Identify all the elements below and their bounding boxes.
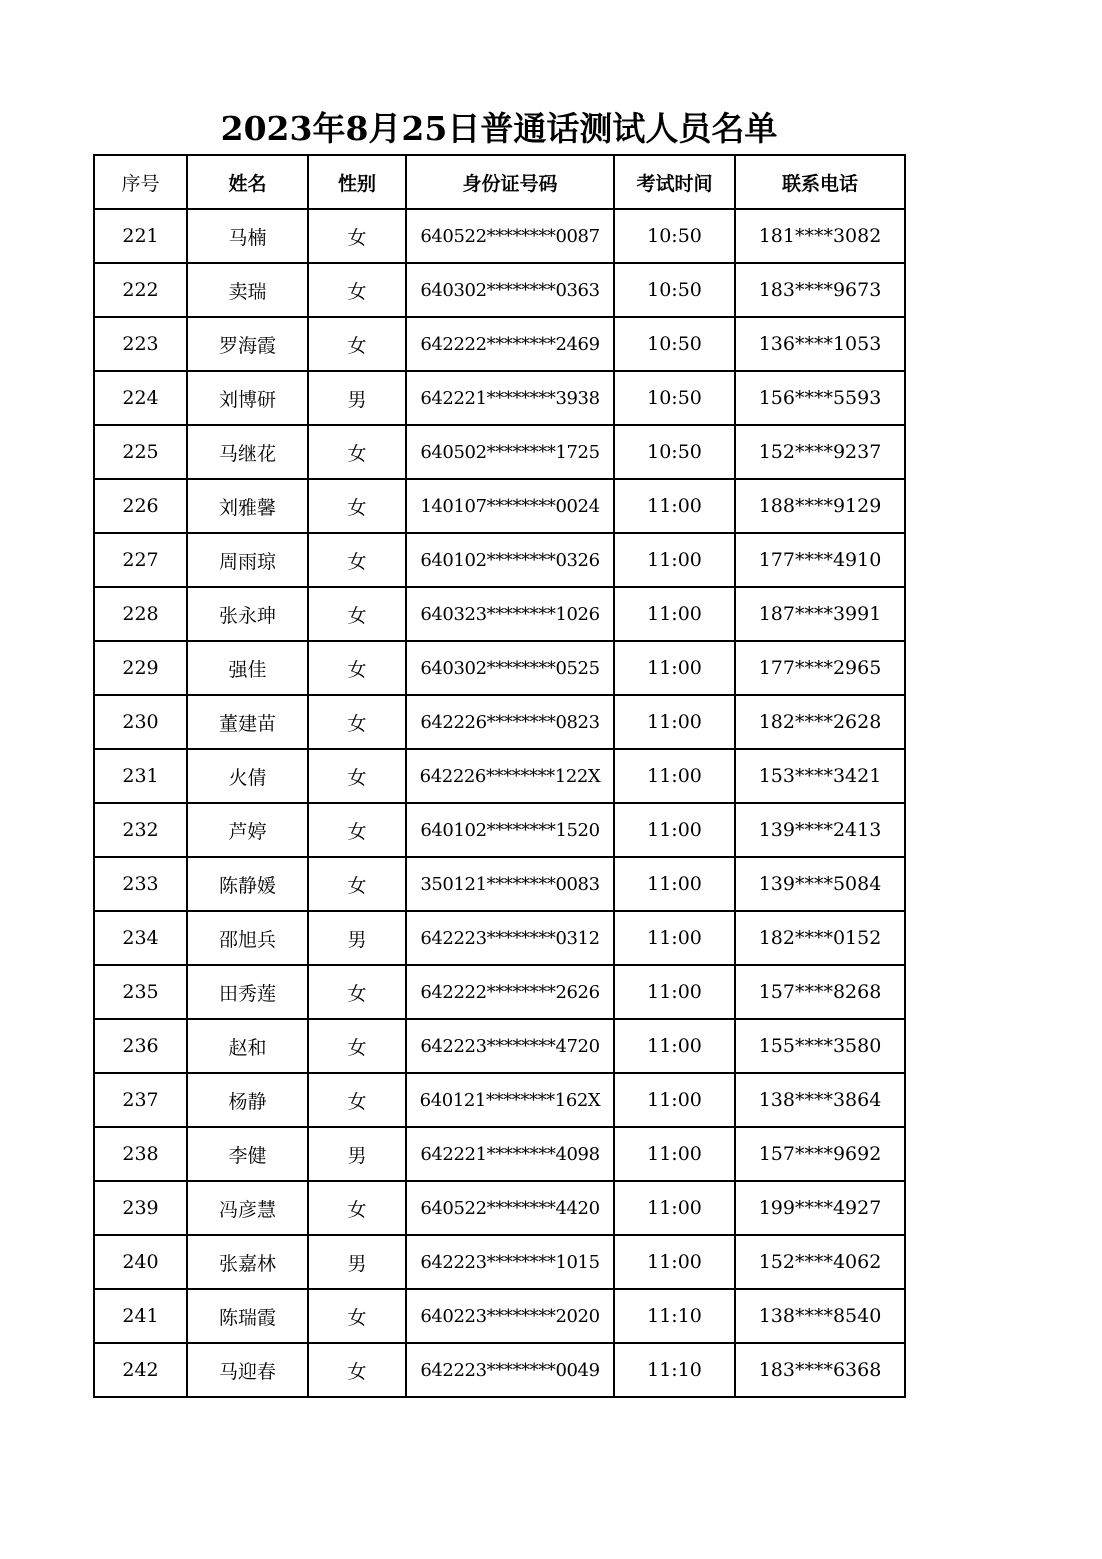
cell-name: 周雨琼 xyxy=(187,533,308,587)
cell-name: 张嘉林 xyxy=(187,1235,308,1289)
cell-seq: 225 xyxy=(94,425,187,479)
cell-phone: 136****1053 xyxy=(735,317,905,371)
cell-gender: 女 xyxy=(308,641,406,695)
cell-gender: 女 xyxy=(308,1181,406,1235)
cell-phone: 177****2965 xyxy=(735,641,905,695)
cell-phone: 182****0152 xyxy=(735,911,905,965)
header-exam-time: 考试时间 xyxy=(614,155,735,209)
cell-phone: 188****9129 xyxy=(735,479,905,533)
cell-gender: 女 xyxy=(308,1019,406,1073)
cell-phone: 183****9673 xyxy=(735,263,905,317)
header-phone: 联系电话 xyxy=(735,155,905,209)
cell-seq: 221 xyxy=(94,209,187,263)
cell-id-number: 640502********1725 xyxy=(406,425,614,479)
cell-exam-time: 10:50 xyxy=(614,425,735,479)
cell-gender: 女 xyxy=(308,803,406,857)
cell-seq: 227 xyxy=(94,533,187,587)
table-body xyxy=(94,209,905,1397)
cell-exam-time: 11:10 xyxy=(614,1343,735,1397)
cell-exam-time: 11:00 xyxy=(614,641,735,695)
cell-name: 刘雅馨 xyxy=(187,479,308,533)
cell-phone: 177****4910 xyxy=(735,533,905,587)
table-row xyxy=(94,371,905,425)
cell-seq: 234 xyxy=(94,911,187,965)
cell-id-number: 640102********0326 xyxy=(406,533,614,587)
cell-name: 赵和 xyxy=(187,1019,308,1073)
cell-id-number: 640323********1026 xyxy=(406,587,614,641)
cell-name: 马迎春 xyxy=(187,1343,308,1397)
cell-name: 李健 xyxy=(187,1127,308,1181)
header-id-number: 身份证号码 xyxy=(406,155,614,209)
cell-phone: 183****6368 xyxy=(735,1343,905,1397)
cell-gender: 男 xyxy=(308,911,406,965)
cell-exam-time: 11:00 xyxy=(614,749,735,803)
table-row xyxy=(94,263,905,317)
cell-seq: 230 xyxy=(94,695,187,749)
cell-name: 刘博研 xyxy=(187,371,308,425)
table-row xyxy=(94,317,905,371)
cell-exam-time: 11:00 xyxy=(614,911,735,965)
cell-seq: 241 xyxy=(94,1289,187,1343)
cell-exam-time: 11:00 xyxy=(614,1181,735,1235)
table-row xyxy=(94,695,905,749)
cell-id-number: 640302********0363 xyxy=(406,263,614,317)
cell-id-number: 642222********2626 xyxy=(406,965,614,1019)
cell-phone: 157****9692 xyxy=(735,1127,905,1181)
cell-seq: 239 xyxy=(94,1181,187,1235)
cell-name: 邵旭兵 xyxy=(187,911,308,965)
table-row xyxy=(94,587,905,641)
header-gender: 性别 xyxy=(308,155,406,209)
cell-id-number: 642223********0049 xyxy=(406,1343,614,1397)
table-row xyxy=(94,803,905,857)
cell-phone: 199****4927 xyxy=(735,1181,905,1235)
cell-exam-time: 11:00 xyxy=(614,695,735,749)
cell-id-number: 642226********0823 xyxy=(406,695,614,749)
header-name: 姓名 xyxy=(187,155,308,209)
roster-table xyxy=(93,154,906,1398)
cell-gender: 女 xyxy=(308,1343,406,1397)
table-row xyxy=(94,1127,905,1181)
cell-id-number: 642223********4720 xyxy=(406,1019,614,1073)
cell-name: 张永珅 xyxy=(187,587,308,641)
cell-exam-time: 11:00 xyxy=(614,1127,735,1181)
cell-seq: 242 xyxy=(94,1343,187,1397)
cell-gender: 女 xyxy=(308,1073,406,1127)
cell-phone: 153****3421 xyxy=(735,749,905,803)
cell-gender: 女 xyxy=(308,479,406,533)
header-row xyxy=(94,155,905,209)
cell-id-number: 640522********4420 xyxy=(406,1181,614,1235)
table-row xyxy=(94,1343,905,1397)
cell-exam-time: 11:00 xyxy=(614,1235,735,1289)
cell-id-number: 350121********0083 xyxy=(406,857,614,911)
table-row xyxy=(94,749,905,803)
cell-name: 强佳 xyxy=(187,641,308,695)
cell-id-number: 642222********2469 xyxy=(406,317,614,371)
cell-exam-time: 10:50 xyxy=(614,263,735,317)
cell-seq: 236 xyxy=(94,1019,187,1073)
cell-exam-time: 11:00 xyxy=(614,479,735,533)
cell-seq: 231 xyxy=(94,749,187,803)
cell-phone: 138****3864 xyxy=(735,1073,905,1127)
table-row xyxy=(94,533,905,587)
page-title: 2023年8月25日普通话测试人员名单 xyxy=(220,109,778,148)
cell-gender: 女 xyxy=(308,695,406,749)
cell-id-number: 642223********0312 xyxy=(406,911,614,965)
cell-seq: 222 xyxy=(94,263,187,317)
cell-name: 卖瑞 xyxy=(187,263,308,317)
cell-seq: 229 xyxy=(94,641,187,695)
table-row xyxy=(94,1019,905,1073)
cell-phone: 187****3991 xyxy=(735,587,905,641)
cell-id-number: 640102********1520 xyxy=(406,803,614,857)
cell-id-number: 640522********0087 xyxy=(406,209,614,263)
cell-exam-time: 11:00 xyxy=(614,965,735,1019)
cell-gender: 男 xyxy=(308,1235,406,1289)
cell-phone: 182****2628 xyxy=(735,695,905,749)
cell-seq: 235 xyxy=(94,965,187,1019)
cell-gender: 女 xyxy=(308,857,406,911)
cell-name: 马继花 xyxy=(187,425,308,479)
table-row xyxy=(94,965,905,1019)
cell-name: 董建苗 xyxy=(187,695,308,749)
cell-seq: 224 xyxy=(94,371,187,425)
cell-gender: 女 xyxy=(308,749,406,803)
cell-phone: 181****3082 xyxy=(735,209,905,263)
cell-name: 罗海霞 xyxy=(187,317,308,371)
table-row xyxy=(94,425,905,479)
cell-gender: 女 xyxy=(308,317,406,371)
cell-gender: 男 xyxy=(308,1127,406,1181)
table-row xyxy=(94,1181,905,1235)
cell-id-number: 640121********162X xyxy=(406,1073,614,1127)
cell-exam-time: 11:00 xyxy=(614,803,735,857)
cell-exam-time: 11:10 xyxy=(614,1289,735,1343)
cell-exam-time: 11:00 xyxy=(614,587,735,641)
cell-id-number: 140107********0024 xyxy=(406,479,614,533)
cell-name: 陈瑞霞 xyxy=(187,1289,308,1343)
table-header xyxy=(94,155,905,209)
cell-seq: 240 xyxy=(94,1235,187,1289)
table-row xyxy=(94,209,905,263)
table-row xyxy=(94,857,905,911)
cell-name: 杨静 xyxy=(187,1073,308,1127)
cell-exam-time: 10:50 xyxy=(614,371,735,425)
cell-name: 芦婷 xyxy=(187,803,308,857)
cell-seq: 232 xyxy=(94,803,187,857)
table-row xyxy=(94,911,905,965)
cell-phone: 139****2413 xyxy=(735,803,905,857)
cell-name: 陈静媛 xyxy=(187,857,308,911)
cell-id-number: 640302********0525 xyxy=(406,641,614,695)
cell-gender: 女 xyxy=(308,263,406,317)
cell-name: 火倩 xyxy=(187,749,308,803)
cell-name: 田秀莲 xyxy=(187,965,308,1019)
table-row xyxy=(94,1235,905,1289)
cell-gender: 女 xyxy=(308,965,406,1019)
table-row xyxy=(94,641,905,695)
cell-phone: 152****4062 xyxy=(735,1235,905,1289)
cell-exam-time: 11:00 xyxy=(614,857,735,911)
cell-id-number: 642226********122X xyxy=(406,749,614,803)
cell-seq: 233 xyxy=(94,857,187,911)
cell-exam-time: 10:50 xyxy=(614,317,735,371)
cell-gender: 女 xyxy=(308,1289,406,1343)
cell-gender: 女 xyxy=(308,533,406,587)
cell-gender: 女 xyxy=(308,425,406,479)
cell-gender: 男 xyxy=(308,371,406,425)
cell-name: 冯彦慧 xyxy=(187,1181,308,1235)
cell-name: 马楠 xyxy=(187,209,308,263)
cell-seq: 238 xyxy=(94,1127,187,1181)
cell-phone: 139****5084 xyxy=(735,857,905,911)
header-seq: 序号 xyxy=(94,155,187,209)
table-row xyxy=(94,479,905,533)
cell-id-number: 642223********1015 xyxy=(406,1235,614,1289)
cell-seq: 226 xyxy=(94,479,187,533)
cell-id-number: 642221********3938 xyxy=(406,371,614,425)
cell-gender: 女 xyxy=(308,587,406,641)
table-row xyxy=(94,1289,905,1343)
cell-phone: 152****9237 xyxy=(735,425,905,479)
cell-phone: 155****3580 xyxy=(735,1019,905,1073)
cell-seq: 237 xyxy=(94,1073,187,1127)
cell-phone: 157****8268 xyxy=(735,965,905,1019)
cell-id-number: 642221********4098 xyxy=(406,1127,614,1181)
cell-phone: 156****5593 xyxy=(735,371,905,425)
cell-exam-time: 11:00 xyxy=(614,533,735,587)
cell-exam-time: 11:00 xyxy=(614,1073,735,1127)
cell-gender: 女 xyxy=(308,209,406,263)
cell-exam-time: 10:50 xyxy=(614,209,735,263)
cell-exam-time: 11:00 xyxy=(614,1019,735,1073)
cell-phone: 138****8540 xyxy=(735,1289,905,1343)
cell-id-number: 640223********2020 xyxy=(406,1289,614,1343)
cell-seq: 223 xyxy=(94,317,187,371)
table-row xyxy=(94,1073,905,1127)
cell-seq: 228 xyxy=(94,587,187,641)
